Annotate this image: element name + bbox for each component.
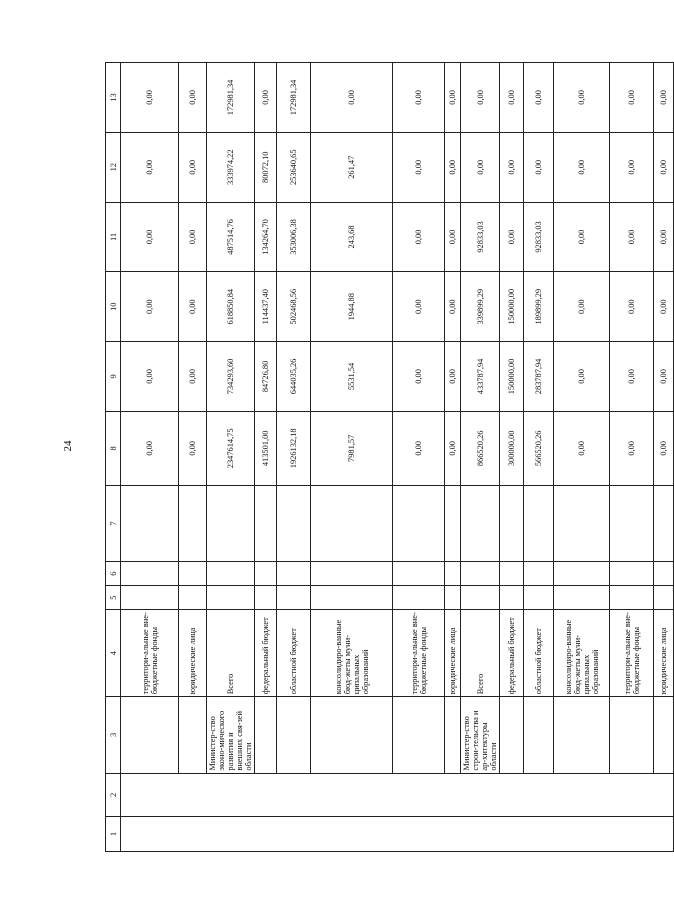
value-cell-col-10: 1944,88	[311, 272, 393, 342]
table-row	[255, 63, 277, 852]
value-cell-col-9: 433787,94	[461, 342, 500, 412]
responsible-executor-cell	[121, 697, 179, 773]
empty-cell	[524, 586, 554, 610]
value-cell-col-11: 0,00	[500, 202, 524, 272]
value-cell-col-11: 134264,70	[255, 202, 277, 272]
empty-cell	[179, 562, 207, 586]
funding-source-cell: юридические лица	[179, 610, 207, 697]
empty-cell	[311, 485, 393, 561]
column-header-8: 8	[106, 411, 121, 485]
value-cell-col-8: 0,00	[445, 411, 461, 485]
budget-table-rotated	[105, 62, 668, 852]
empty-cell	[121, 485, 179, 561]
col-1-cell	[121, 817, 674, 852]
value-cell-col-13: 0,00	[654, 63, 674, 133]
empty-cell	[255, 562, 277, 586]
value-cell-col-8: 0,00	[654, 411, 674, 485]
value-cell-col-11: 0,00	[179, 202, 207, 272]
empty-cell	[393, 562, 445, 586]
value-cell-col-13: 172981,34	[207, 63, 255, 133]
empty-cell	[179, 485, 207, 561]
value-cell-col-12: 0,00	[654, 132, 674, 202]
value-cell-col-10: 339899,29	[461, 272, 500, 342]
value-cell-col-10: 0,00	[654, 272, 674, 342]
value-cell-col-8: 300000,00	[500, 411, 524, 485]
funding-source-cell: территори-альные вне-бюджетные фонды	[121, 610, 179, 697]
value-cell-col-8: 566520,26	[524, 411, 554, 485]
empty-cell	[179, 586, 207, 610]
empty-cell	[277, 485, 311, 561]
value-cell-col-9: 283787,94	[524, 342, 554, 412]
value-cell-col-12: 0,00	[461, 132, 500, 202]
table-row	[277, 63, 311, 852]
value-cell-col-10: 0,00	[121, 272, 179, 342]
empty-cell	[393, 485, 445, 561]
value-cell-col-11: 0,00	[121, 202, 179, 272]
empty-cell	[554, 562, 610, 586]
value-cell-col-10: 0,00	[179, 272, 207, 342]
empty-cell	[207, 485, 255, 561]
value-cell-col-12: 80072,10	[255, 132, 277, 202]
table-row	[207, 63, 255, 852]
value-cell-col-11: 0,00	[393, 202, 445, 272]
value-cell-col-12: 0,00	[554, 132, 610, 202]
table-row	[121, 63, 179, 852]
value-cell-col-8: 413501,00	[255, 411, 277, 485]
budget-table	[105, 62, 674, 852]
column-header-11: 11	[106, 202, 121, 272]
value-cell-col-13: 0,00	[500, 63, 524, 133]
empty-cell	[554, 485, 610, 561]
empty-cell	[255, 485, 277, 561]
table-row	[554, 63, 610, 852]
value-cell-col-12: 0,00	[500, 132, 524, 202]
value-cell-col-10: 0,00	[393, 272, 445, 342]
column-header-2: 2	[106, 773, 121, 817]
responsible-executor-cell	[393, 697, 445, 773]
value-cell-col-13: 172981,34	[277, 63, 311, 133]
column-header-4: 4	[106, 610, 121, 697]
value-cell-col-10: 189899,29	[524, 272, 554, 342]
value-cell-col-13: 0,00	[445, 63, 461, 133]
value-cell-col-11: 92833,03	[524, 202, 554, 272]
responsible-executor-cell	[179, 697, 207, 773]
responsible-executor-cell	[255, 697, 277, 773]
column-header-5: 5	[106, 586, 121, 610]
responsible-executor-cell	[277, 697, 311, 773]
value-cell-col-9: 0,00	[121, 342, 179, 412]
table-row	[461, 63, 500, 852]
funding-source-cell: юридические лица	[445, 610, 461, 697]
empty-cell	[311, 586, 393, 610]
empty-cell	[500, 485, 524, 561]
empty-cell	[121, 586, 179, 610]
value-cell-col-11: 487514,76	[207, 202, 255, 272]
empty-cell	[277, 586, 311, 610]
value-cell-col-9: 0,00	[654, 342, 674, 412]
value-cell-col-13: 0,00	[311, 63, 393, 133]
value-cell-col-13: 0,00	[524, 63, 554, 133]
value-cell-col-8: 2347614,75	[207, 411, 255, 485]
column-header-13: 13	[106, 63, 121, 133]
value-cell-col-10: 502468,56	[277, 272, 311, 342]
column-header-10: 10	[106, 272, 121, 342]
funding-source-cell: Всего	[207, 610, 255, 697]
column-header-9: 9	[106, 342, 121, 412]
empty-cell	[207, 586, 255, 610]
value-cell-col-13: 0,00	[461, 63, 500, 133]
value-cell-col-9: 0,00	[554, 342, 610, 412]
value-cell-col-8: 0,00	[121, 411, 179, 485]
page-number: 24	[62, 440, 74, 452]
funding-source-cell: территори-альные вне-бюджетные фонды	[393, 610, 445, 697]
value-cell-col-12: 261,47	[311, 132, 393, 202]
value-cell-col-13: 0,00	[179, 63, 207, 133]
value-cell-col-10: 0,00	[554, 272, 610, 342]
value-cell-col-9: 734293,60	[207, 342, 255, 412]
value-cell-col-9: 5531,54	[311, 342, 393, 412]
value-cell-col-13: 0,00	[554, 63, 610, 133]
funding-source-cell: юридические лица	[654, 610, 674, 697]
table-row	[500, 63, 524, 852]
empty-cell	[445, 562, 461, 586]
responsible-executor-cell	[445, 697, 461, 773]
value-cell-col-10: 114437,40	[255, 272, 277, 342]
empty-cell	[255, 586, 277, 610]
value-cell-col-9: 84726,80	[255, 342, 277, 412]
column-header-7: 7	[106, 485, 121, 561]
empty-cell	[610, 562, 654, 586]
col-2-cell	[121, 773, 674, 817]
responsible-executor-cell: Министер-ство строи-тельства и ар-хитектуры области	[461, 697, 500, 773]
empty-cell	[461, 562, 500, 586]
empty-cell	[500, 586, 524, 610]
column-header-3: 3	[106, 697, 121, 773]
value-cell-col-12: 0,00	[610, 132, 654, 202]
table-row	[393, 63, 445, 852]
responsible-executor-cell	[654, 697, 674, 773]
table-body	[121, 63, 674, 852]
table-row	[311, 63, 393, 852]
column-header-12: 12	[106, 132, 121, 202]
value-cell-col-8: 0,00	[393, 411, 445, 485]
value-cell-col-10: 0,00	[610, 272, 654, 342]
value-cell-col-11: 353006,38	[277, 202, 311, 272]
responsible-executor-cell	[500, 697, 524, 773]
funding-source-cell: областной бюджет	[524, 610, 554, 697]
funding-source-cell: территори-альные вне-бюджетные фонды	[610, 610, 654, 697]
value-cell-col-12: 0,00	[179, 132, 207, 202]
funding-source-cell: областной бюджет	[277, 610, 311, 697]
value-cell-col-8: 0,00	[554, 411, 610, 485]
empty-cell	[445, 586, 461, 610]
empty-cell	[277, 562, 311, 586]
responsible-executor-cell	[524, 697, 554, 773]
value-cell-col-8: 866520,26	[461, 411, 500, 485]
funding-source-cell: федеральный бюджет	[255, 610, 277, 697]
value-cell-col-11: 92833,03	[461, 202, 500, 272]
funding-source-cell: консолидиро-ванные бюд-жеты муни-ципальных образований	[554, 610, 610, 697]
table-row	[445, 63, 461, 852]
value-cell-col-9: 150000,00	[500, 342, 524, 412]
value-cell-col-10: 0,00	[445, 272, 461, 342]
empty-cell	[500, 562, 524, 586]
value-cell-col-9: 0,00	[445, 342, 461, 412]
value-cell-col-12: 0,00	[121, 132, 179, 202]
header-row	[106, 63, 121, 852]
value-cell-col-8: 0,00	[179, 411, 207, 485]
empty-cell	[207, 562, 255, 586]
empty-cell	[654, 485, 674, 561]
value-cell-col-12: 0,00	[393, 132, 445, 202]
value-cell-col-9: 644035,26	[277, 342, 311, 412]
value-cell-col-8: 7981,57	[311, 411, 393, 485]
empty-cell	[610, 586, 654, 610]
empty-cell	[393, 586, 445, 610]
value-cell-col-10: 618850,84	[207, 272, 255, 342]
responsible-executor-cell	[554, 697, 610, 773]
empty-cell	[654, 562, 674, 586]
table-row	[610, 63, 654, 852]
value-cell-col-9: 0,00	[179, 342, 207, 412]
value-cell-col-12: 333974,22	[207, 132, 255, 202]
responsible-executor-cell	[311, 697, 393, 773]
value-cell-col-10: 150000,00	[500, 272, 524, 342]
empty-cell	[654, 586, 674, 610]
funding-source-cell: Всего	[461, 610, 500, 697]
column-header-6: 6	[106, 562, 121, 586]
empty-cell	[554, 586, 610, 610]
value-cell-col-13: 0,00	[610, 63, 654, 133]
empty-cell	[445, 485, 461, 561]
table-row	[654, 63, 674, 852]
value-cell-col-9: 0,00	[610, 342, 654, 412]
table-row	[179, 63, 207, 852]
value-cell-col-11: 0,00	[654, 202, 674, 272]
value-cell-col-8: 1926132,18	[277, 411, 311, 485]
value-cell-col-12: 0,00	[524, 132, 554, 202]
empty-cell	[524, 485, 554, 561]
empty-cell	[121, 562, 179, 586]
value-cell-col-11: 0,00	[610, 202, 654, 272]
empty-cell	[610, 485, 654, 561]
table-row	[524, 63, 554, 852]
empty-cell	[311, 562, 393, 586]
value-cell-col-13: 0,00	[393, 63, 445, 133]
responsible-executor-cell	[610, 697, 654, 773]
value-cell-col-11: 0,00	[554, 202, 610, 272]
funding-source-cell: консолидиро-ванные бюд-жеты муни-ципальных образований	[311, 610, 393, 697]
column-header-1: 1	[106, 817, 121, 852]
funding-source-cell: федеральный бюджет	[500, 610, 524, 697]
empty-cell	[461, 485, 500, 561]
value-cell-col-13: 0,00	[255, 63, 277, 133]
value-cell-col-12: 0,00	[445, 132, 461, 202]
value-cell-col-9: 0,00	[393, 342, 445, 412]
empty-cell	[461, 586, 500, 610]
empty-cell	[524, 562, 554, 586]
responsible-executor-cell: Министер-ство эконо-мического развития и внешних свя-зей области	[207, 697, 255, 773]
value-cell-col-11: 0,00	[445, 202, 461, 272]
value-cell-col-11: 243,68	[311, 202, 393, 272]
value-cell-col-12: 253640,65	[277, 132, 311, 202]
value-cell-col-13: 0,00	[121, 63, 179, 133]
value-cell-col-8: 0,00	[610, 411, 654, 485]
